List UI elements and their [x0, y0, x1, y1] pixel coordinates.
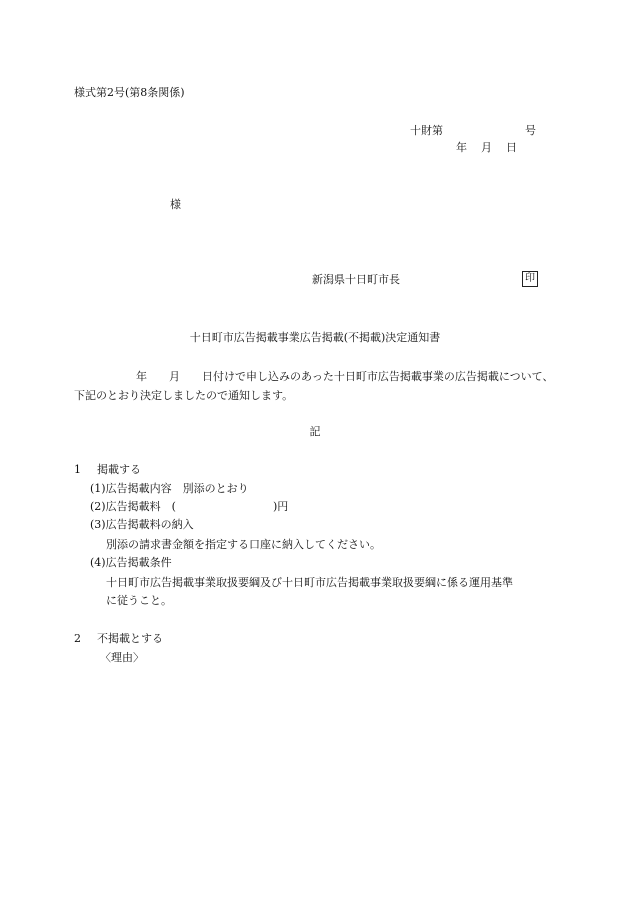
section2-number: 2: [74, 632, 81, 645]
seal-stamp: 印: [522, 271, 538, 287]
section1-item1: (1)広告掲載内容 別添のとおり: [90, 482, 249, 495]
date-month: 月: [481, 141, 492, 154]
document-title: 十日町市広告掲載事業広告掲載(不掲載)決定通知書: [189, 331, 441, 344]
section2-heading: [74, 632, 163, 647]
section1-heading: [74, 463, 141, 478]
section2-title: 不掲載とする: [97, 632, 163, 645]
document-number-suffix: 号: [525, 124, 536, 137]
intro-paragraph: [74, 367, 554, 405]
date-day: 日: [506, 141, 517, 154]
kicho-heading: 記: [309, 425, 321, 438]
section1-item4-text-1: 十日町市広告掲載事業取扱要綱及び十日町市広告掲載事業取扱要綱に係る運用基準: [106, 576, 513, 589]
section1-title: 掲載する: [97, 463, 141, 476]
intro-month: 月: [169, 370, 180, 383]
document-date: [456, 141, 517, 156]
item2-suffix: )円: [273, 500, 289, 513]
section1-number: 1: [74, 463, 81, 476]
section1-item3-text: 別添の請求書金額を指定する口座に納入してください。: [106, 538, 381, 551]
section1-item4-text-2: に従うこと。: [106, 594, 172, 607]
sender-name: 新潟県十日町市長: [312, 273, 400, 286]
item2-label: (2)広告掲載料 (: [90, 500, 176, 513]
form-label: 様式第2号(第8条関係): [74, 86, 185, 99]
section2-reason: 〈理由〉: [100, 651, 144, 664]
section1-item3: (3)広告掲載料の納入: [90, 518, 194, 531]
section1-item4: (4)広告掲載条件: [90, 556, 172, 569]
intro-text: 日付けで申し込みのあった十日町市広告掲載事業の広告掲載について、下記のとおり決定しましたので通知します。: [74, 370, 554, 402]
section1-item2: [90, 500, 288, 515]
intro-year: 年: [136, 370, 147, 383]
document-number: [410, 124, 536, 139]
date-year: 年: [456, 141, 467, 154]
addressee: 様: [170, 198, 181, 211]
document-number-prefix: 十財第: [410, 124, 443, 137]
